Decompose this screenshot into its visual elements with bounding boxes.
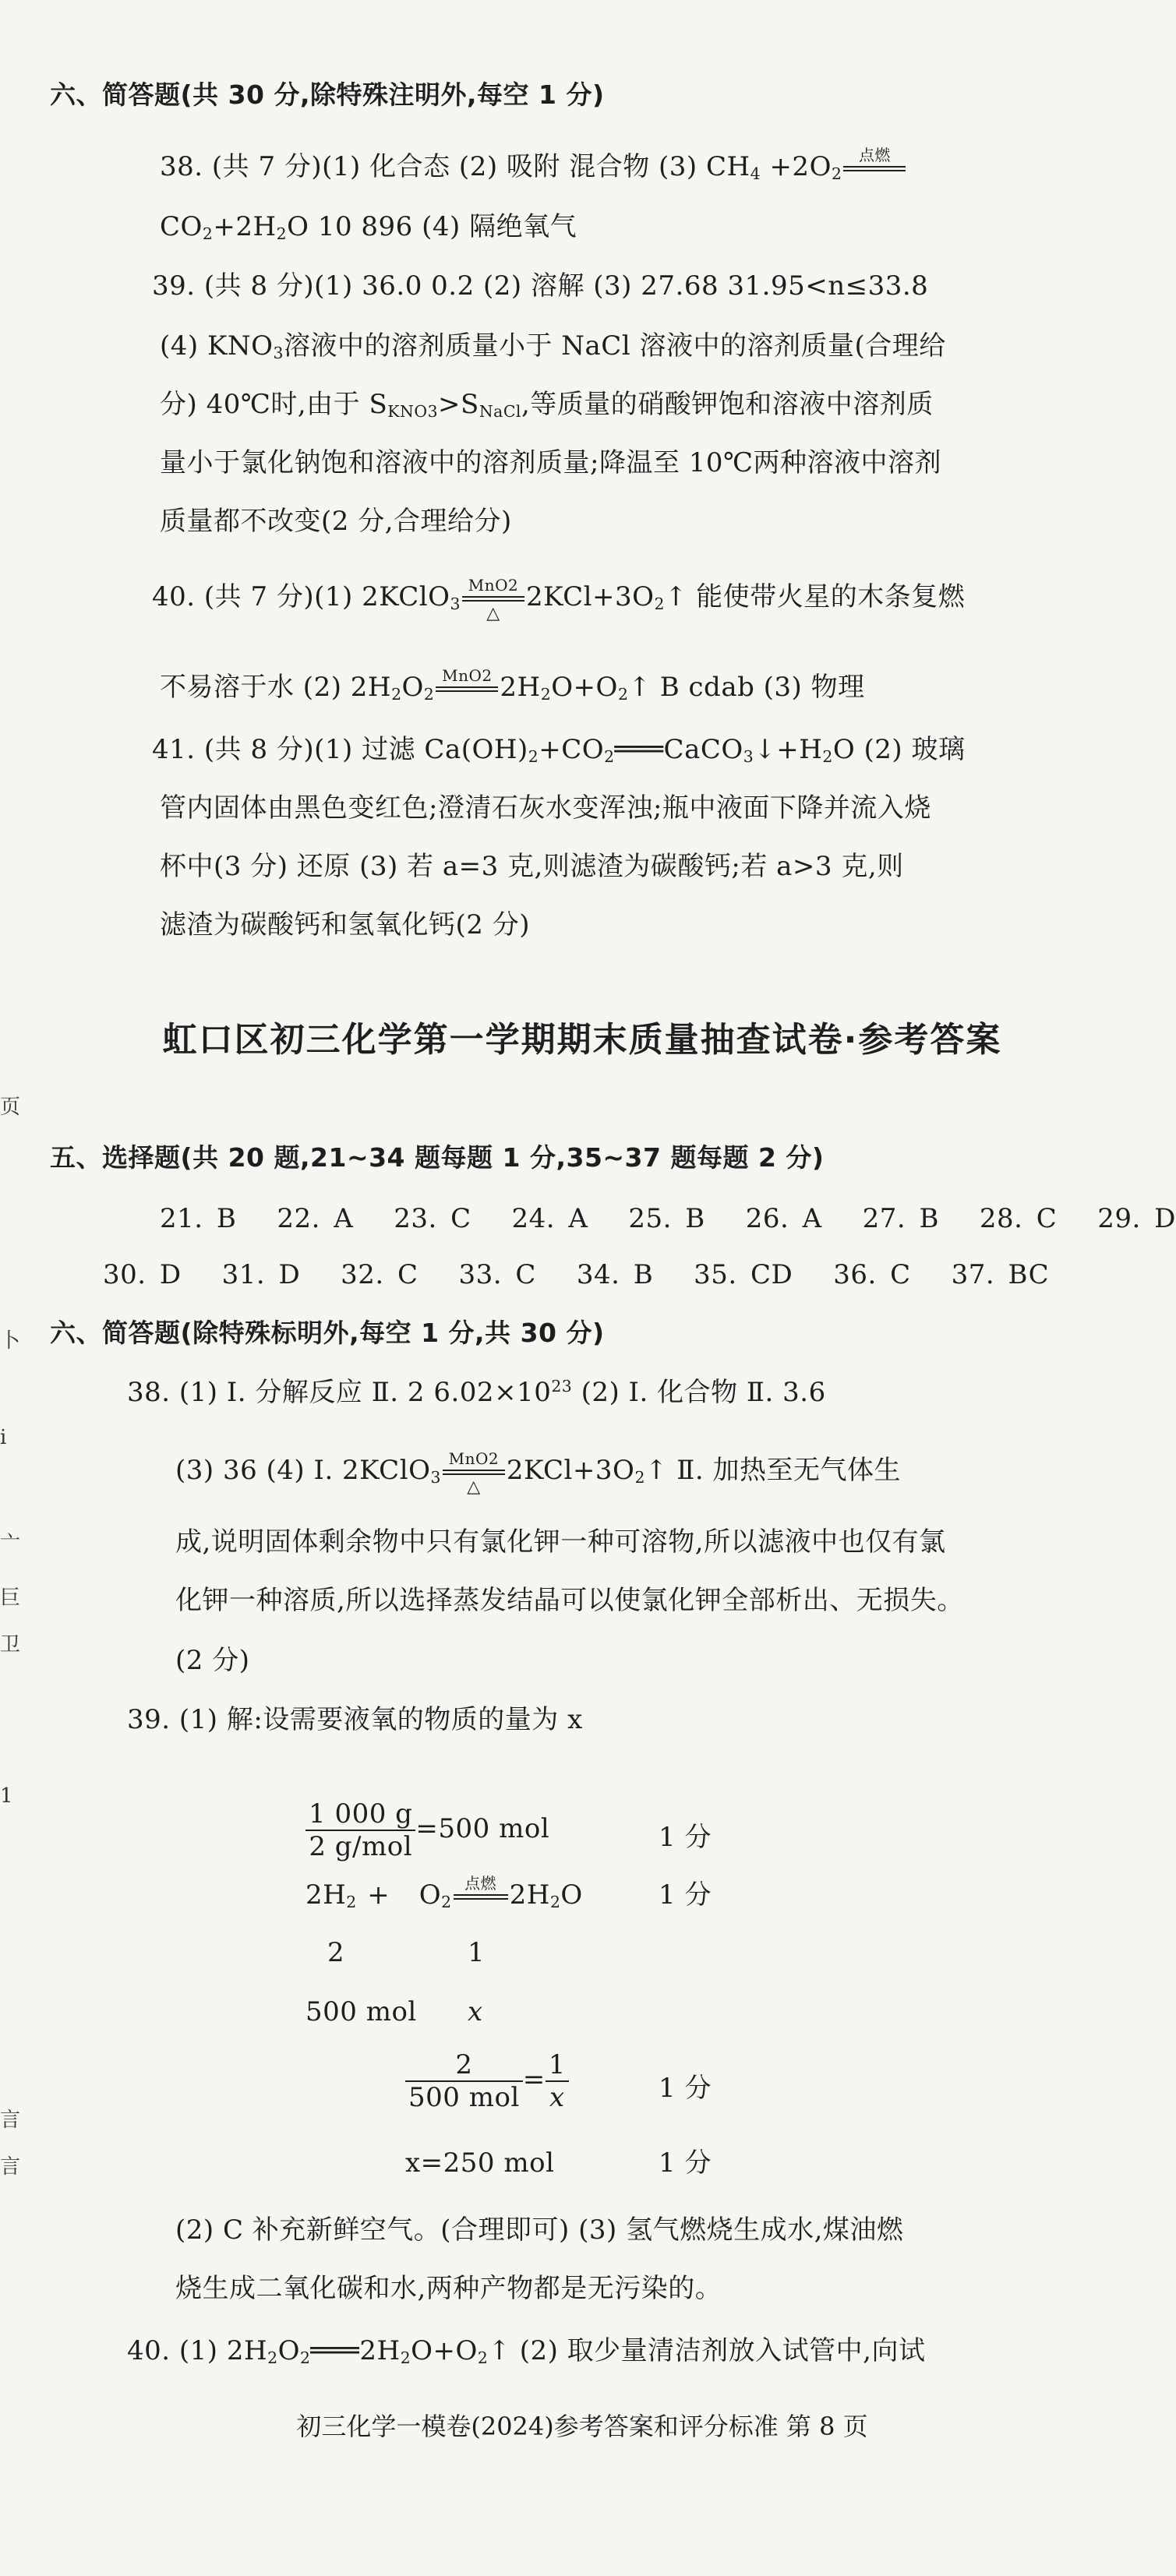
edge-mark: 1 bbox=[0, 1784, 13, 1808]
document-title: 虹口区初三化学第一学期期末质量抽查试卷·参考答案 bbox=[162, 1020, 1002, 1060]
edge-mark: 卫 bbox=[0, 1633, 21, 1657]
answer-39-line2: (2) C 补充新鲜空气。(合理即可) (3) 氢气燃烧生成水,煤油燃 bbox=[175, 2214, 904, 2246]
ratio-row1-right: 1 bbox=[468, 1937, 486, 1968]
answer-38-line1: 38. (共 7 分)(1) 化合态 (2) 吸附 混合物 (3) $CH_4 +2O_2$ 点燃 bbox=[160, 148, 907, 185]
calc-step-1: $\frac{1 000 g}{\text{2 g/mol}}$ =500 mol bbox=[305, 1798, 549, 1862]
choice-answer: 36. C bbox=[833, 1259, 911, 1290]
page-footer: 初三化学一模卷(2024)参考答案和评分标准 第 8 页 bbox=[296, 2412, 868, 2441]
reaction-arrow: MnO2 bbox=[436, 681, 498, 697]
score-mark: 1 分 bbox=[659, 1879, 712, 1911]
choice-answer: 24. A bbox=[511, 1203, 588, 1234]
choice-answers-row2 bbox=[103, 1256, 1049, 1293]
calc-proportion: $\frac{2}{\text{500 mol}}$ = $\frac{1}{x}$ bbox=[405, 2049, 569, 2113]
choice-answer: 27. B bbox=[862, 1203, 939, 1234]
answer-38-line2: $CO_2+2H_2O$ 10 896 (4) 隔绝氧气 bbox=[160, 211, 577, 244]
edge-mark: 言 bbox=[0, 2155, 21, 2179]
choice-answer: 37. BC bbox=[951, 1259, 1050, 1290]
ratio-row1-left: 2 bbox=[327, 1937, 345, 1968]
answer-40-line2: 不易溶于水 (2) $2H_2O_2$ MnO2 $2H_2O+O_2↑$ B cdab (3) 物理 bbox=[160, 666, 865, 704]
answer-41-line4: 滤渣为碳酸钙和氢氧化钙(2 分) bbox=[160, 909, 530, 940]
answer-41-line2: 管内固体由黑色变红色;澄清石灰水变浑浊;瓶中液面下降并流入烧 bbox=[160, 792, 931, 824]
edge-mark: 卜 bbox=[0, 1329, 21, 1353]
ratio-row2-left: 500 mol bbox=[305, 1996, 417, 2027]
choice-answer: 28. C bbox=[979, 1203, 1058, 1234]
edge-mark: 亠 bbox=[0, 1532, 21, 1555]
equation-line: $2H_2 + O_2$ 点燃 $2H_2O$ bbox=[305, 1874, 583, 1912]
score-mark: 1 分 bbox=[659, 2147, 712, 2179]
answer-38-line2: (3) 36 (4) Ⅰ. 2KClO$_3$ MnO2 △ $2KCl+3O_2↑$ Ⅱ. 加热至无气体生 bbox=[175, 1449, 901, 1497]
choice-answer: 33. C bbox=[458, 1259, 536, 1290]
section-heading: 六、简答题(共 30 分,除特殊注明外,每空 1 分) bbox=[50, 79, 605, 110]
answer-39-line3: 烧生成二氧化碳和水,两种产物都是无污染的。 bbox=[175, 2273, 722, 2304]
answer-38-line3: 成,说明固体剩余物中只有氯化钾一种可溶物,所以滤液中也仅有氯 bbox=[175, 1526, 946, 1558]
choice-answer: 25. B bbox=[628, 1203, 705, 1234]
answer-39-line1: 39. (共 8 分)(1) 36.0 0.2 (2) 溶解 (3) 27.68 31.95<n≤33.8 bbox=[152, 270, 929, 302]
ratio-row2-right: x bbox=[468, 1996, 483, 2027]
answer-39-line4: 量小于氯化钠饱和溶液中的溶剂质量;降温至 10℃两种溶液中溶剂 bbox=[160, 447, 942, 478]
answer-38-line5: (2 分) bbox=[175, 1645, 250, 1676]
choice-answer: 21. B bbox=[160, 1203, 237, 1234]
reaction-arrow: MnO2 △ bbox=[443, 1464, 505, 1480]
answer-41-line3: 杯中(3 分) 还原 (3) 若 a=3 克,则滤渣为碳酸钙;若 a>3 克,则 bbox=[160, 851, 904, 882]
answer-39-line2: (4) $KNO_3$溶液中的溶剂质量小于 NaCl 溶液中的溶剂质量(合理给 bbox=[160, 330, 946, 363]
choice-answer: 31. D bbox=[221, 1259, 301, 1290]
answer-39-line5: 质量都不改变(2 分,合理给分) bbox=[160, 506, 512, 537]
choice-answer: 32. C bbox=[341, 1259, 418, 1290]
answer-40-line1: 40. (共 7 分)(1) 2KClO$_3$ MnO2 △ $2KCl+3O_2↑$ 能使带火星的木条复燃 bbox=[152, 576, 966, 623]
choice-answer: 29. D bbox=[1097, 1203, 1176, 1234]
choice-answer: 23. C bbox=[394, 1203, 471, 1234]
score-mark: 1 分 bbox=[659, 1822, 712, 1853]
calc-result: x=250 mol bbox=[405, 2147, 555, 2179]
choice-answer: 35. CD bbox=[694, 1259, 793, 1290]
answer-38-line1: 38. (1) Ⅰ. 分解反应 Ⅱ. 2 $6.02\times 10^{23}$ (2) Ⅰ. 化合物 Ⅱ. 3.6 bbox=[127, 1376, 826, 1408]
binding-edge-marks bbox=[0, 0, 23, 2576]
choice-answer: 30. D bbox=[103, 1259, 182, 1290]
fraction: $\frac{2}{\text{500 mol}}$ bbox=[405, 2049, 523, 2113]
score-mark: 1 分 bbox=[659, 2073, 712, 2104]
answer-41-line1: 41. (共 8 分)(1) 过滤 $Ca(OH)_2+CO_2═══CaCO_3↓+H_2O$ (2) 玻璃 bbox=[152, 734, 966, 767]
reaction-arrow: 点燃 bbox=[454, 1889, 508, 1904]
edge-mark: i bbox=[0, 1426, 7, 1449]
fraction: $\frac{1}{x}$ bbox=[546, 2049, 569, 2113]
edge-mark: 巨 bbox=[0, 1586, 21, 1610]
reaction-arrow: 点燃 bbox=[843, 161, 906, 176]
answer-38-line4: 化钾一种溶质,所以选择蒸发结晶可以使氯化钾全部析出、无损失。 bbox=[175, 1585, 964, 1616]
answer-40-line1: 40. (1) $2H_2O_2═══2H_2O+O_2↑$ (2) 取少量清洁剂放入试管中,向试 bbox=[127, 2335, 926, 2368]
reaction-arrow: MnO2 △ bbox=[462, 591, 524, 606]
answer-39-line3: 分) 40℃时,由于 $S_{KNO3}>S_{NaCl}$,等质量的硝酸钾饱和溶液中溶剂质 bbox=[160, 389, 934, 422]
section-heading: 五、选择题(共 20 题,21~34 题每题 1 分,35~37 题每题 2 分) bbox=[50, 1142, 825, 1173]
choice-answer: 26. A bbox=[745, 1203, 822, 1234]
choice-answers-row1 bbox=[160, 1200, 1176, 1237]
edge-mark: 页 bbox=[0, 1096, 21, 1119]
choice-answer: 22. A bbox=[277, 1203, 354, 1234]
choice-answer: 34. B bbox=[576, 1259, 654, 1290]
edge-mark: 言 bbox=[0, 2108, 21, 2132]
section-heading: 六、简答题(除特殊标明外,每空 1 分,共 30 分) bbox=[50, 1318, 605, 1348]
answer-39-line1: 39. (1) 解:设需要液氧的物质的量为 x bbox=[127, 1704, 583, 1735]
fraction: $\frac{1 000 g}{\text{2 g/mol}}$ bbox=[305, 1798, 415, 1862]
